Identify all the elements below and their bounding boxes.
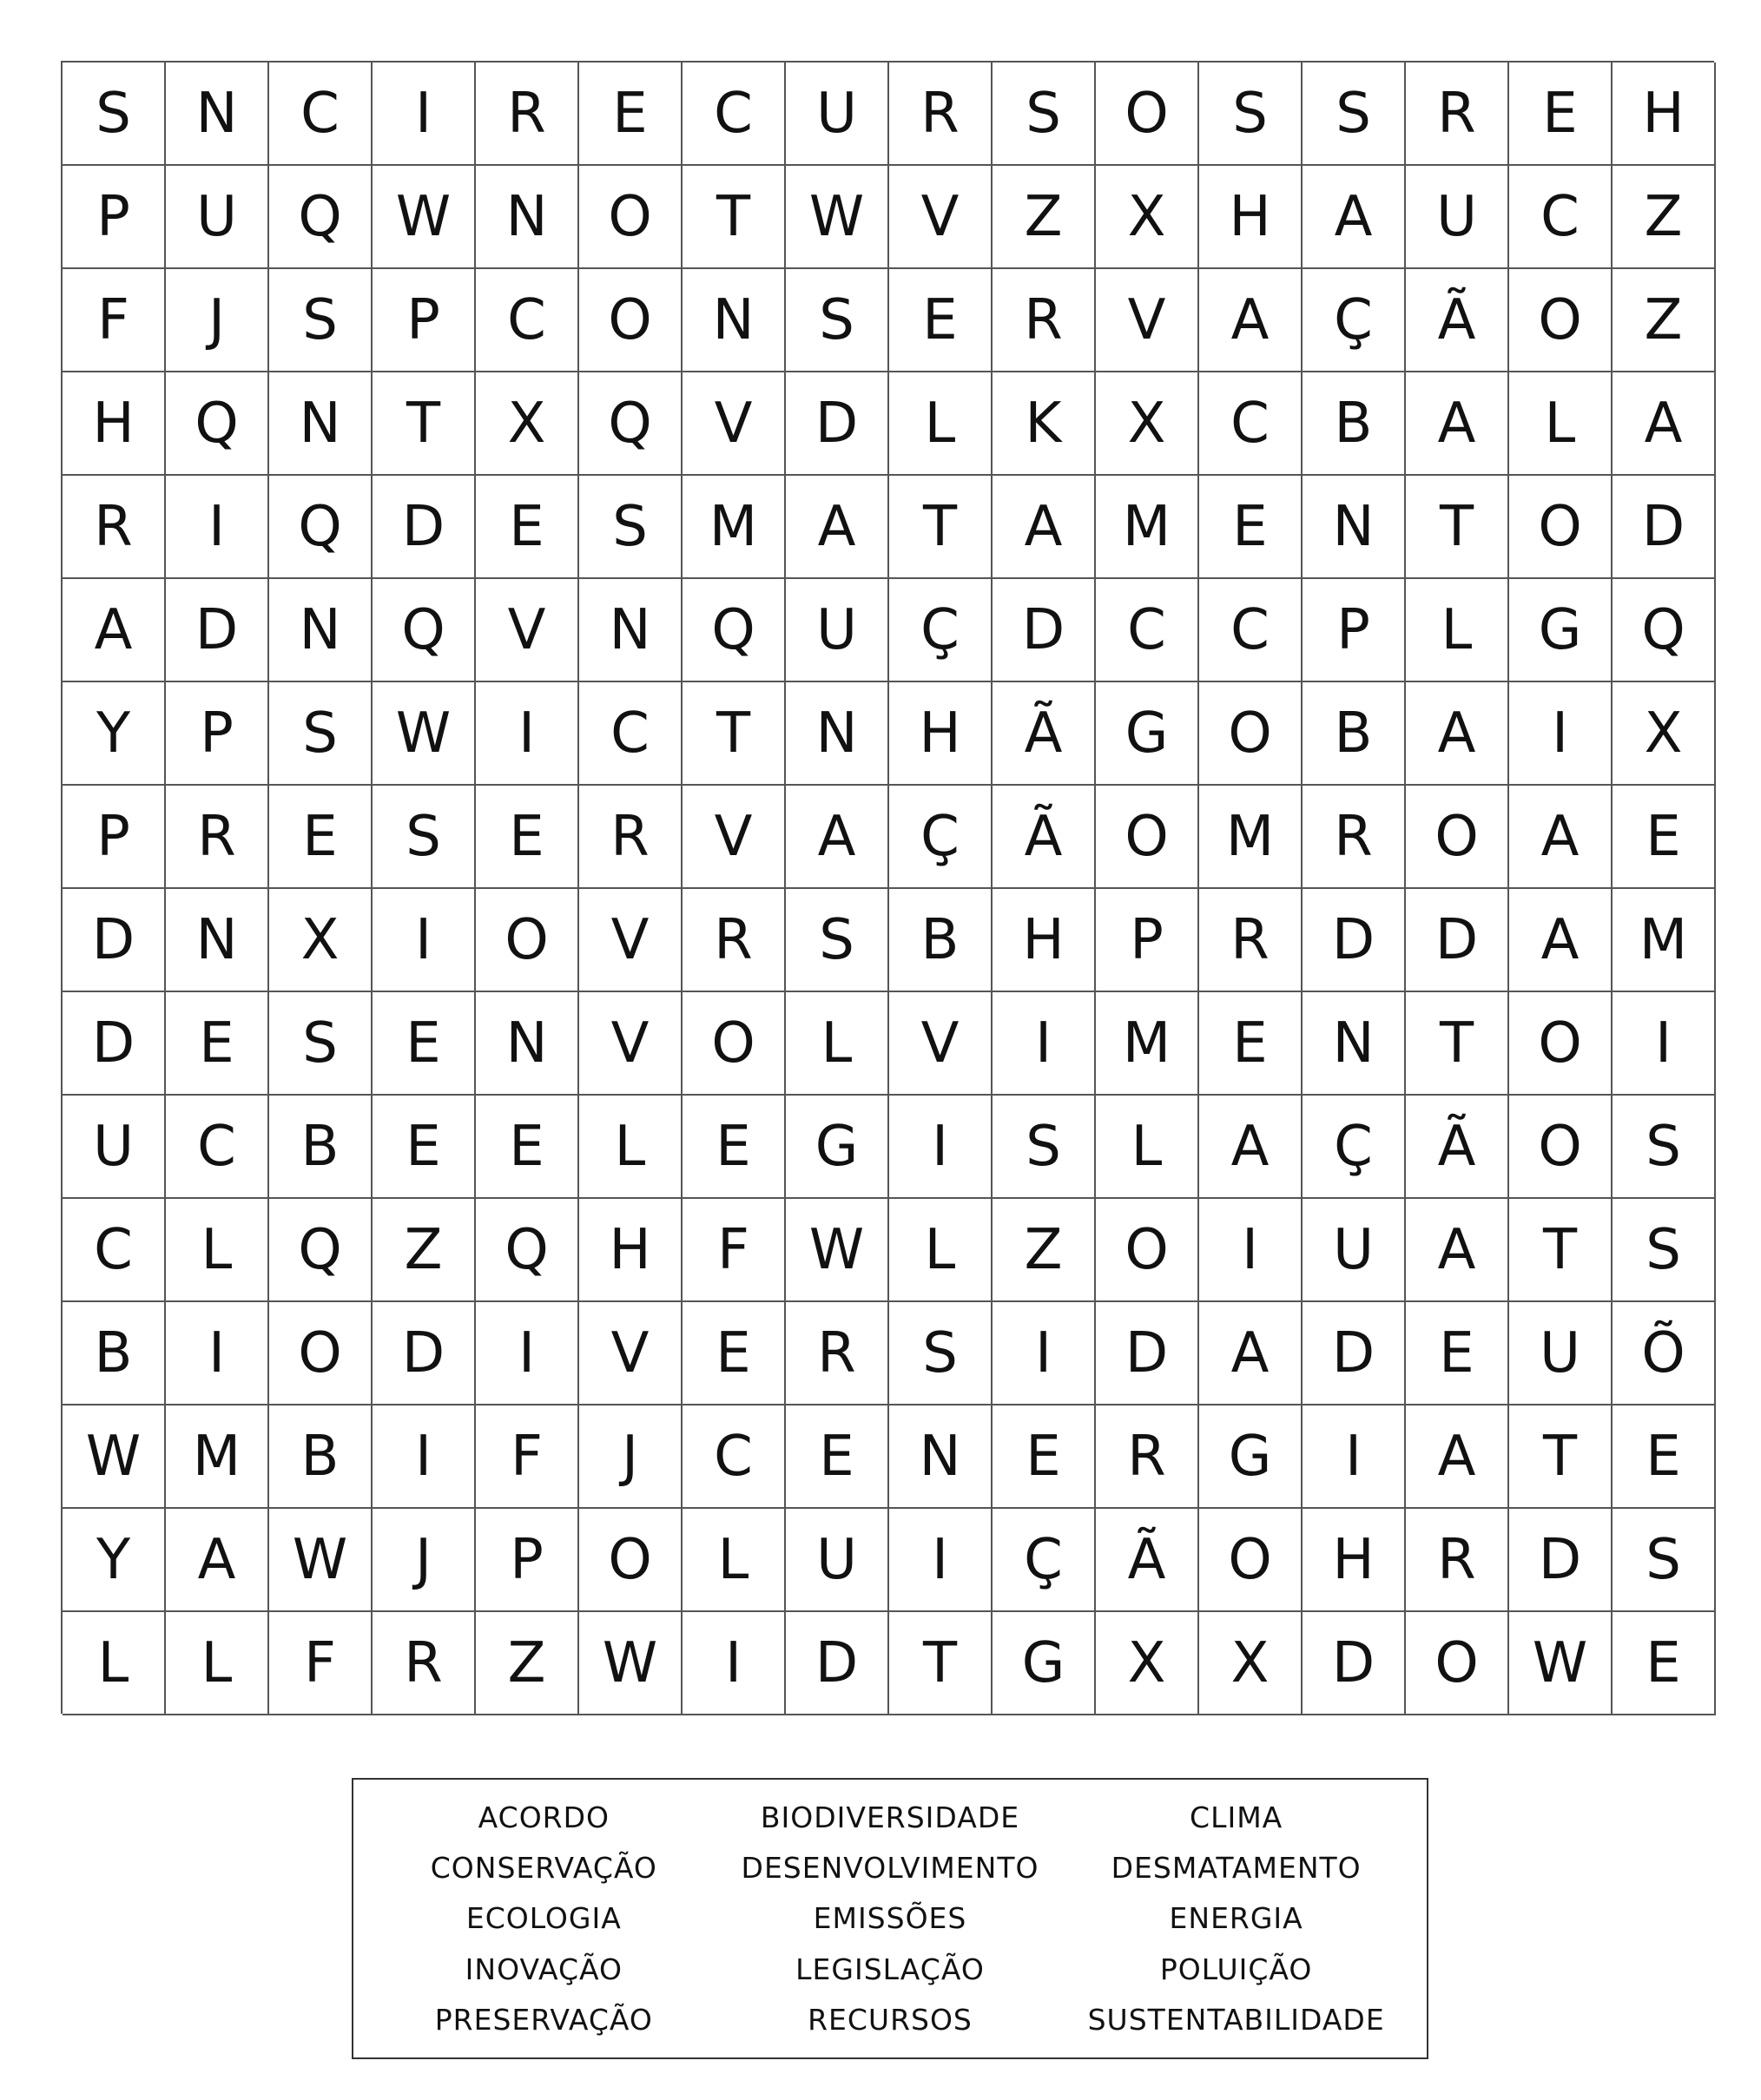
grid-cell[interactable]: G — [786, 1096, 889, 1199]
grid-cell[interactable]: R — [476, 63, 579, 166]
grid-cell[interactable]: T — [1509, 1199, 1613, 1302]
grid-cell[interactable]: N — [269, 579, 373, 682]
grid-cell[interactable]: U — [1509, 1302, 1613, 1405]
grid-cell[interactable]: N — [166, 889, 269, 992]
grid-cell[interactable]: V — [476, 579, 579, 682]
word-list-item: EMISSÕES — [813, 1901, 967, 1936]
grid-cell[interactable]: D — [373, 476, 476, 579]
grid-cell[interactable]: F — [63, 269, 166, 372]
grid-cell[interactable]: D — [1303, 889, 1406, 992]
grid-cell[interactable]: N — [476, 166, 579, 269]
grid-cell[interactable]: M — [166, 1405, 269, 1509]
grid-cell[interactable]: D — [1303, 1302, 1406, 1405]
grid-cell[interactable]: H — [993, 889, 1096, 992]
grid-cell[interactable]: B — [63, 1302, 166, 1405]
grid-cell[interactable]: A — [1509, 786, 1613, 889]
grid-cell[interactable]: A — [1406, 682, 1509, 786]
grid-cell[interactable]: X — [269, 889, 373, 992]
grid-cell[interactable]: A — [1406, 372, 1509, 476]
grid-cell[interactable]: H — [1613, 63, 1716, 166]
grid-cell[interactable]: R — [1406, 63, 1509, 166]
grid-cell[interactable]: A — [993, 476, 1096, 579]
grid-cell[interactable]: C — [1199, 579, 1303, 682]
grid-cell[interactable]: E — [269, 786, 373, 889]
grid-cell[interactable]: U — [786, 579, 889, 682]
grid-cell[interactable]: S — [579, 476, 683, 579]
grid-cell[interactable]: Q — [579, 372, 683, 476]
grid-cell[interactable]: O — [1096, 1199, 1199, 1302]
grid-cell[interactable]: A — [1613, 372, 1716, 476]
grid-cell[interactable]: F — [269, 1612, 373, 1715]
grid-cell[interactable]: C — [683, 63, 786, 166]
letter-grid — [61, 61, 1714, 1714]
grid-cell[interactable]: T — [889, 476, 993, 579]
grid-cell[interactable]: S — [269, 269, 373, 372]
grid-cell[interactable]: H — [579, 1199, 683, 1302]
grid-cell[interactable]: S — [269, 682, 373, 786]
grid-cell[interactable]: X — [1613, 682, 1716, 786]
grid-cell[interactable]: N — [683, 269, 786, 372]
grid-cell[interactable]: R — [889, 63, 993, 166]
grid-cell[interactable]: R — [1406, 1509, 1509, 1612]
grid-cell[interactable]: G — [1096, 682, 1199, 786]
word-list-item: SUSTENTABILIDADE — [1087, 2003, 1385, 2037]
grid-cell[interactable]: P — [373, 269, 476, 372]
grid-cell[interactable]: U — [1406, 166, 1509, 269]
grid-cell[interactable]: B — [889, 889, 993, 992]
grid-cell[interactable]: A — [1509, 889, 1613, 992]
grid-cell[interactable]: T — [683, 682, 786, 786]
grid-cell[interactable]: P — [63, 166, 166, 269]
grid-cell[interactable]: E — [373, 1096, 476, 1199]
grid-cell[interactable]: M — [1199, 786, 1303, 889]
grid-cell[interactable]: H — [1303, 1509, 1406, 1612]
grid-cell[interactable]: U — [786, 63, 889, 166]
grid-cell[interactable]: L — [63, 1612, 166, 1715]
grid-cell[interactable]: E — [373, 992, 476, 1096]
grid-cell[interactable]: R — [993, 269, 1096, 372]
grid-cell[interactable]: A — [786, 476, 889, 579]
grid-cell[interactable]: A — [1406, 1405, 1509, 1509]
grid-cell[interactable]: X — [476, 372, 579, 476]
grid-cell[interactable]: I — [373, 63, 476, 166]
grid-cell[interactable]: D — [993, 579, 1096, 682]
grid-cell[interactable]: A — [1199, 1302, 1303, 1405]
grid-cell[interactable]: L — [786, 992, 889, 1096]
grid-cell[interactable]: U — [1303, 1199, 1406, 1302]
grid-cell[interactable]: L — [1096, 1096, 1199, 1199]
grid-cell[interactable]: A — [1199, 269, 1303, 372]
grid-cell[interactable]: Q — [683, 579, 786, 682]
grid-cell[interactable]: N — [476, 992, 579, 1096]
grid-cell[interactable]: V — [683, 372, 786, 476]
grid-cell[interactable]: Ç — [993, 1509, 1096, 1612]
grid-cell[interactable]: E — [889, 269, 993, 372]
grid-cell[interactable]: I — [889, 1096, 993, 1199]
grid-cell[interactable]: I — [476, 682, 579, 786]
grid-cell[interactable]: L — [1406, 579, 1509, 682]
grid-cell[interactable]: D — [1303, 1612, 1406, 1715]
grid-cell[interactable]: S — [373, 786, 476, 889]
grid-cell[interactable]: D — [786, 372, 889, 476]
grid-cell[interactable]: Z — [476, 1612, 579, 1715]
grid-cell[interactable]: T — [1406, 992, 1509, 1096]
grid-cell[interactable]: Ã — [993, 786, 1096, 889]
grid-cell[interactable]: A — [786, 786, 889, 889]
grid-cell[interactable]: A — [166, 1509, 269, 1612]
grid-cell[interactable]: C — [683, 1405, 786, 1509]
grid-cell[interactable]: F — [683, 1199, 786, 1302]
grid-cell[interactable]: O — [1199, 682, 1303, 786]
grid-cell[interactable]: T — [1509, 1405, 1613, 1509]
grid-cell[interactable]: V — [683, 786, 786, 889]
grid-cell[interactable]: Ç — [889, 786, 993, 889]
grid-cell[interactable]: D — [1406, 889, 1509, 992]
grid-cell[interactable]: B — [269, 1096, 373, 1199]
grid-cell[interactable]: E — [1613, 786, 1716, 889]
grid-cell[interactable]: R — [786, 1302, 889, 1405]
grid-cell[interactable]: S — [269, 992, 373, 1096]
grid-cell[interactable]: O — [1509, 476, 1613, 579]
grid-cell[interactable]: N — [269, 372, 373, 476]
grid-cell[interactable]: E — [476, 476, 579, 579]
grid-cell[interactable]: C — [476, 269, 579, 372]
grid-cell[interactable]: N — [889, 1405, 993, 1509]
grid-cell[interactable]: I — [166, 1302, 269, 1405]
grid-cell[interactable]: E — [683, 1096, 786, 1199]
grid-cell[interactable]: A — [1406, 1199, 1509, 1302]
grid-cell[interactable]: Z — [993, 166, 1096, 269]
grid-cell[interactable]: L — [579, 1096, 683, 1199]
word-list-item: ENERGIA — [1169, 1901, 1303, 1936]
grid-cell[interactable]: V — [579, 889, 683, 992]
grid-cell[interactable]: W — [579, 1612, 683, 1715]
grid-cell[interactable]: H — [63, 372, 166, 476]
grid-cell[interactable]: O — [1509, 1096, 1613, 1199]
grid-cell[interactable]: P — [476, 1509, 579, 1612]
grid-cell[interactable]: Q — [373, 579, 476, 682]
grid-cell[interactable]: Ã — [1406, 1096, 1509, 1199]
grid-cell[interactable]: V — [889, 992, 993, 1096]
grid-cell[interactable]: D — [1096, 1302, 1199, 1405]
grid-cell[interactable]: C — [269, 63, 373, 166]
grid-cell[interactable]: E — [166, 992, 269, 1096]
word-list-item: RECURSOS — [808, 2003, 973, 2037]
grid-cell[interactable]: N — [786, 682, 889, 786]
grid-cell[interactable]: Q — [1613, 579, 1716, 682]
grid-cell[interactable]: H — [889, 682, 993, 786]
grid-cell[interactable]: M — [683, 476, 786, 579]
grid-cell[interactable]: E — [1613, 1405, 1716, 1509]
word-list-item: CLIMA — [1190, 1800, 1283, 1834]
grid-cell[interactable]: L — [1509, 372, 1613, 476]
grid-cell[interactable]: Z — [993, 1199, 1096, 1302]
grid-cell[interactable]: D — [1509, 1509, 1613, 1612]
grid-cell[interactable]: X — [1096, 1612, 1199, 1715]
grid-cell[interactable]: I — [683, 1612, 786, 1715]
grid-cell[interactable]: O — [476, 889, 579, 992]
grid-cell[interactable]: J — [373, 1509, 476, 1612]
grid-cell[interactable]: T — [889, 1612, 993, 1715]
word-list-item: INOVAÇÃO — [465, 1952, 623, 1986]
grid-cell[interactable]: F — [476, 1405, 579, 1509]
grid-cell[interactable]: R — [63, 476, 166, 579]
grid-cell[interactable]: U — [63, 1096, 166, 1199]
grid-cell[interactable]: Ç — [889, 579, 993, 682]
grid-cell[interactable]: D — [166, 579, 269, 682]
grid-cell[interactable]: I — [1303, 1405, 1406, 1509]
grid-cell[interactable]: L — [166, 1612, 269, 1715]
grid-cell[interactable]: I — [1199, 1199, 1303, 1302]
grid-cell[interactable]: M — [1096, 992, 1199, 1096]
grid-cell[interactable]: Q — [269, 1199, 373, 1302]
grid-cell[interactable]: T — [1406, 476, 1509, 579]
grid-cell[interactable]: M — [1096, 476, 1199, 579]
grid-cell[interactable]: C — [166, 1096, 269, 1199]
grid-cell[interactable]: Z — [1613, 269, 1716, 372]
grid-cell[interactable]: I — [373, 1405, 476, 1509]
grid-cell[interactable]: R — [1303, 786, 1406, 889]
grid-cell[interactable]: J — [579, 1405, 683, 1509]
grid-cell[interactable]: S — [1199, 63, 1303, 166]
grid-cell[interactable]: R — [373, 1612, 476, 1715]
grid-cell[interactable]: I — [373, 889, 476, 992]
grid-cell[interactable]: S — [993, 1096, 1096, 1199]
grid-cell[interactable]: S — [63, 63, 166, 166]
grid-cell[interactable]: H — [1199, 166, 1303, 269]
grid-cell[interactable]: W — [786, 166, 889, 269]
grid-cell[interactable]: O — [1096, 63, 1199, 166]
grid-cell[interactable]: R — [683, 889, 786, 992]
grid-cell[interactable]: D — [373, 1302, 476, 1405]
grid-cell[interactable]: E — [1199, 476, 1303, 579]
grid-cell[interactable]: O — [1096, 786, 1199, 889]
grid-cell[interactable]: D — [786, 1612, 889, 1715]
grid-cell[interactable]: G — [993, 1612, 1096, 1715]
word-list-item: DESMATAMENTO — [1111, 1851, 1362, 1886]
grid-cell[interactable]: O — [1509, 269, 1613, 372]
grid-cell[interactable]: E — [683, 1302, 786, 1405]
grid-cell[interactable]: O — [683, 992, 786, 1096]
grid-cell[interactable]: N — [1303, 476, 1406, 579]
grid-cell[interactable]: P — [166, 682, 269, 786]
grid-cell[interactable]: W — [373, 166, 476, 269]
grid-cell[interactable]: O — [1509, 992, 1613, 1096]
grid-cell[interactable]: E — [1509, 63, 1613, 166]
grid-cell[interactable]: O — [579, 269, 683, 372]
grid-cell[interactable]: B — [269, 1405, 373, 1509]
grid-cell[interactable]: I — [1509, 682, 1613, 786]
grid-cell[interactable]: W — [373, 682, 476, 786]
grid-cell[interactable]: G — [1199, 1405, 1303, 1509]
grid-cell[interactable]: R — [1199, 889, 1303, 992]
grid-cell[interactable]: E — [1613, 1612, 1716, 1715]
grid-cell[interactable]: J — [166, 269, 269, 372]
grid-cell[interactable]: E — [476, 786, 579, 889]
grid-cell[interactable]: O — [1406, 1612, 1509, 1715]
grid-cell[interactable]: E — [993, 1405, 1096, 1509]
grid-cell[interactable]: W — [786, 1199, 889, 1302]
grid-cell[interactable]: Q — [476, 1199, 579, 1302]
word-list-box — [352, 1778, 1428, 2059]
grid-cell[interactable]: E — [1199, 992, 1303, 1096]
grid-cell[interactable]: X — [1096, 166, 1199, 269]
grid-cell[interactable]: W — [63, 1405, 166, 1509]
grid-cell[interactable]: A — [63, 579, 166, 682]
grid-cell[interactable]: G — [1509, 579, 1613, 682]
grid-cell[interactable]: E — [1406, 1302, 1509, 1405]
grid-cell[interactable]: E — [476, 1096, 579, 1199]
grid-cell[interactable]: S — [1613, 1509, 1716, 1612]
grid-cell[interactable]: Z — [1613, 166, 1716, 269]
grid-cell[interactable]: Ã — [1406, 269, 1509, 372]
grid-cell[interactable]: Z — [373, 1199, 476, 1302]
grid-cell[interactable]: N — [166, 63, 269, 166]
grid-cell[interactable]: R — [166, 786, 269, 889]
grid-cell[interactable]: Ç — [1303, 1096, 1406, 1199]
grid-cell[interactable]: S — [1613, 1096, 1716, 1199]
word-list-item: POLUIÇÃO — [1159, 1952, 1313, 1986]
grid-cell[interactable]: L — [889, 1199, 993, 1302]
grid-cell[interactable]: P — [63, 786, 166, 889]
grid-cell[interactable]: S — [786, 269, 889, 372]
word-list-item: ACORDO — [478, 1800, 610, 1834]
grid-cell[interactable]: O — [579, 166, 683, 269]
grid-cell[interactable]: Q — [166, 372, 269, 476]
grid-cell[interactable]: D — [63, 889, 166, 992]
word-list-item: CONSERVAÇÃO — [430, 1851, 657, 1886]
grid-cell[interactable]: P — [1096, 889, 1199, 992]
grid-cell[interactable]: P — [1303, 579, 1406, 682]
grid-cell[interactable]: A — [1199, 1096, 1303, 1199]
grid-cell[interactable]: I — [476, 1302, 579, 1405]
grid-cell[interactable]: O — [579, 1509, 683, 1612]
grid-cell[interactable]: S — [1303, 63, 1406, 166]
grid-cell[interactable]: W — [1509, 1612, 1613, 1715]
grid-cell[interactable]: X — [1199, 1612, 1303, 1715]
grid-cell[interactable]: X — [1096, 372, 1199, 476]
grid-cell[interactable]: Ã — [1096, 1509, 1199, 1612]
grid-cell[interactable]: V — [1096, 269, 1199, 372]
grid-cell[interactable]: B — [1303, 682, 1406, 786]
grid-cell[interactable]: D — [63, 992, 166, 1096]
grid-cell[interactable]: V — [579, 1302, 683, 1405]
grid-cell[interactable]: T — [683, 166, 786, 269]
grid-cell[interactable]: Õ — [1613, 1302, 1716, 1405]
word-list-item: PRESERVAÇÃO — [434, 2003, 653, 2037]
grid-cell[interactable]: Y — [63, 682, 166, 786]
grid-cell[interactable]: U — [786, 1509, 889, 1612]
grid-cell[interactable]: O — [1406, 786, 1509, 889]
grid-cell[interactable]: S — [889, 1302, 993, 1405]
word-list-item: BIODIVERSIDADE — [760, 1800, 1020, 1834]
word-list-item: ECOLOGIA — [465, 1901, 622, 1936]
grid-cell[interactable]: U — [166, 166, 269, 269]
grid-cell[interactable]: R — [1096, 1405, 1199, 1509]
grid-cell[interactable]: D — [1613, 476, 1716, 579]
grid-cell[interactable]: Ç — [1303, 269, 1406, 372]
grid-cell[interactable]: N — [1303, 992, 1406, 1096]
grid-cell[interactable]: T — [373, 372, 476, 476]
grid-cell[interactable]: W — [269, 1509, 373, 1612]
grid-cell[interactable]: I — [166, 476, 269, 579]
grid-cell[interactable]: S — [786, 889, 889, 992]
grid-cell[interactable]: Q — [269, 166, 373, 269]
grid-cell[interactable]: A — [1303, 166, 1406, 269]
grid-cell[interactable]: L — [166, 1199, 269, 1302]
grid-cell[interactable]: Ã — [993, 682, 1096, 786]
grid-cell[interactable]: E — [579, 63, 683, 166]
grid-cell[interactable]: I — [993, 992, 1096, 1096]
grid-cell[interactable]: C — [1199, 372, 1303, 476]
grid-cell[interactable]: R — [579, 786, 683, 889]
grid-cell[interactable]: L — [683, 1509, 786, 1612]
grid-cell[interactable]: O — [1199, 1509, 1303, 1612]
grid-cell[interactable]: E — [786, 1405, 889, 1509]
grid-cell[interactable]: S — [1613, 1199, 1716, 1302]
grid-cell[interactable]: V — [579, 992, 683, 1096]
grid-cell[interactable]: O — [269, 1302, 373, 1405]
grid-cell[interactable]: C — [1096, 579, 1199, 682]
grid-cell[interactable]: K — [993, 372, 1096, 476]
word-list-item: LEGISLAÇÃO — [795, 1952, 985, 1986]
grid-cell[interactable]: L — [889, 372, 993, 476]
grid-cell[interactable]: C — [1509, 166, 1613, 269]
grid-cell[interactable]: Y — [63, 1509, 166, 1612]
grid-cell[interactable]: I — [889, 1509, 993, 1612]
grid-cell[interactable]: C — [579, 682, 683, 786]
grid-cell[interactable]: S — [993, 63, 1096, 166]
grid-cell[interactable]: I — [993, 1302, 1096, 1405]
grid-cell[interactable]: M — [1613, 889, 1716, 992]
word-list-item: DESENVOLVIMENTO — [741, 1851, 1039, 1886]
grid-cell[interactable]: N — [579, 579, 683, 682]
grid-cell[interactable]: Q — [269, 476, 373, 579]
grid-cell[interactable]: C — [63, 1199, 166, 1302]
grid-cell[interactable]: B — [1303, 372, 1406, 476]
grid-cell[interactable]: V — [889, 166, 993, 269]
grid-cell[interactable]: I — [1613, 992, 1716, 1096]
